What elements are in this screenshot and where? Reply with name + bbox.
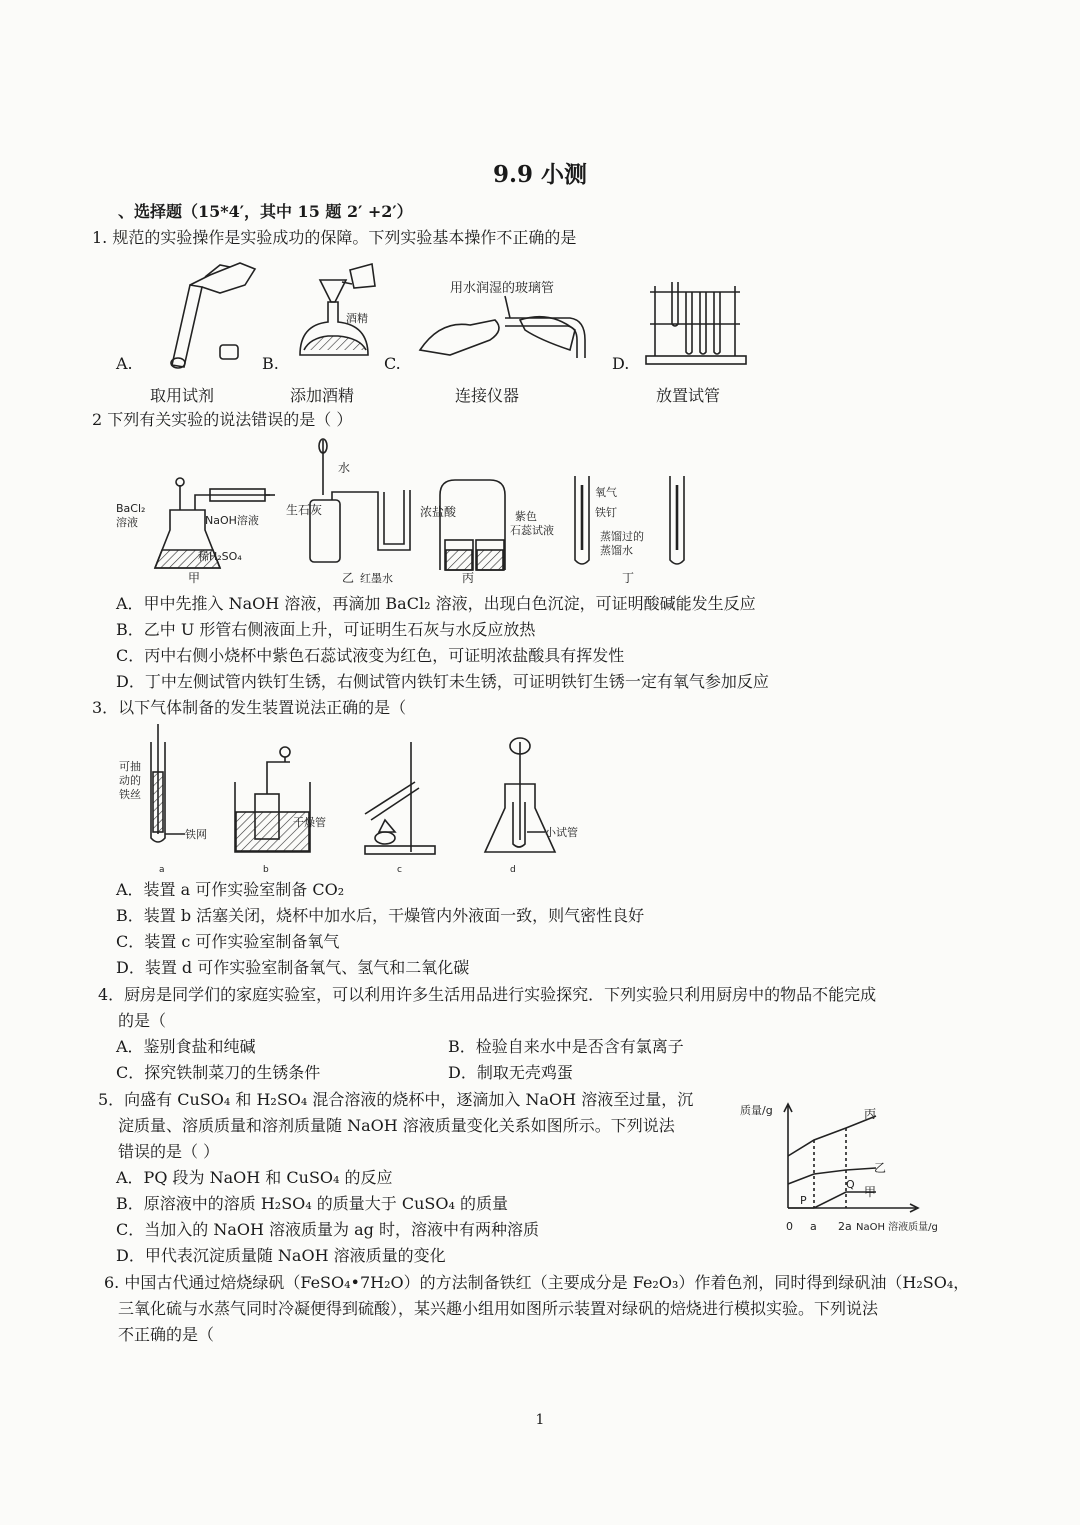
svg-text:小试管: 小试管 (545, 826, 578, 839)
curve-bing (788, 1116, 876, 1156)
page-number: 1 (535, 1412, 545, 1428)
q6-line2: 三氧化硫与水蒸气同时冷凝便得到硫酸），某兴趣小组用如图所示装置对绿矾的焙烧进行模拟实验。下列说法 (118, 1299, 879, 1318)
q1-caption-a: 取用试剂 (150, 386, 215, 405)
q5-stem-line1: 5．向盛有 CuSO₄ 和 H₂SO₄ 混合溶液的烧杯中，逐滴加入 NaOH 溶液至过量，沉 (98, 1090, 694, 1109)
q4-option-a: A．鉴别食盐和纯碱 (116, 1037, 256, 1056)
q3-figure (115, 722, 595, 877)
q1-figure-d (640, 272, 750, 367)
q1-caption-b: 添加酒精 (290, 386, 355, 405)
q3-option-c: C．装置 c 可作实验室制备氧气 (116, 932, 340, 951)
svg-text:紫色: 紫色 (515, 510, 537, 523)
svg-text:丙: 丙 (462, 571, 475, 585)
svg-text:氧气: 氧气 (595, 486, 617, 499)
svg-text:b: b (263, 865, 269, 875)
svg-text:铁丝: 铁丝 (119, 788, 141, 801)
svg-text:甲: 甲 (188, 571, 201, 585)
q2-stem: 2 下列有关实验的说法错误的是（ ） (92, 410, 353, 429)
q4-stem-line2: 的是（ (118, 1011, 167, 1030)
svg-text:稀H₂SO₄: 稀H₂SO₄ (198, 550, 242, 563)
svg-text:BaCl₂: BaCl₂ (116, 502, 146, 515)
svg-text:乙: 乙 (342, 571, 355, 585)
q5-stem-line3: 错误的是（ ） (118, 1142, 220, 1161)
svg-text:a: a (159, 865, 165, 875)
q1-figure-a (150, 255, 260, 370)
svg-text:水: 水 (338, 461, 351, 475)
svg-text:生石灰: 生石灰 (286, 503, 323, 517)
legend-bing: 丙 (864, 1107, 877, 1121)
section-heading: 、选择题（15*4′，其中 15 题 2′ +2′） (118, 202, 413, 221)
q5-option-a: A．PQ 段为 NaOH 和 CuSO₄ 的反应 (116, 1168, 393, 1187)
q3-option-b: B．装置 b 活塞关闭，烧杯中加水后，干燥管内外液面一致，则气密性良好 (116, 906, 645, 925)
legend-yi: 乙 (874, 1161, 887, 1175)
q1-letter-c: C. (384, 354, 401, 373)
q3-option-d: D．装置 d 可作实验室制备氧气、氢气和二氧化碳 (116, 958, 470, 977)
svg-text:丁: 丁 (622, 571, 635, 585)
point-q: Q (846, 1178, 855, 1191)
alcohol-label: 酒精 (346, 312, 368, 325)
point-p: P (800, 1194, 807, 1207)
q2-option-a: A．甲中先推入 NaOH 溶液，再滴加 BaCl₂ 溶液，出现白色沉淀，可证明酸碱能发生反应 (116, 594, 756, 613)
q1-letter-d: D. (612, 354, 630, 373)
svg-text:浓盐酸: 浓盐酸 (420, 505, 457, 519)
q4-option-b: B．检验自来水中是否含有氯离子 (448, 1037, 684, 1056)
q3-stem: 3．以下气体制备的发生装置说法正确的是（ (92, 698, 407, 717)
glass-tube-label: 用水润湿的玻璃管 (450, 281, 555, 296)
svg-text:蒸馏水: 蒸馏水 (600, 544, 633, 557)
svg-text:d: d (510, 865, 516, 875)
q5-option-c: C．当加入的 NaOH 溶液质量为 ag 时，溶液中有两种溶质 (116, 1220, 539, 1239)
svg-text:红墨水: 红墨水 (360, 572, 393, 585)
q1-figure-c (410, 270, 600, 365)
x-tick-a: a (810, 1220, 817, 1233)
y-axis-label: 质量/g (740, 1104, 773, 1117)
q2-option-d: D．丁中左侧试管内铁钉生锈，右侧试管内铁钉未生锈，可证明铁钉生锈一定有氧气参加反应 (116, 672, 769, 691)
q5-option-b: B．原溶液中的溶质 H₂SO₄ 的质量大于 CuSO₄ 的质量 (116, 1194, 509, 1213)
q5-stem-line2: 淀质量、溶质质量和溶剂质量随 NaOH 溶液质量变化关系如图所示。下列说法 (118, 1116, 675, 1135)
q2-option-c: C．丙中右侧小烧杯中紫色石蕊试液变为红色，可证明浓盐酸具有挥发性 (116, 646, 625, 665)
q4-stem-line1: 4．厨房是同学们的家庭实验室，可以利用许多生活用品进行实验探究．下列实验只利用厨房中的物品不能完成 (98, 985, 877, 1004)
svg-text:石蕊试液: 石蕊试液 (510, 524, 554, 537)
q4-option-d: D．制取无壳鸡蛋 (448, 1063, 573, 1082)
svg-text:铁钉: 铁钉 (595, 506, 617, 519)
svg-text:可抽: 可抽 (119, 760, 141, 773)
svg-text:干燥管: 干燥管 (293, 816, 326, 829)
q2-option-b: B．乙中 U 形管右侧液面上升，可证明生石灰与水反应放热 (116, 620, 536, 639)
q4-option-c: C．探究铁制菜刀的生锈条件 (116, 1063, 321, 1082)
svg-text:蒸馏过的: 蒸馏过的 (600, 530, 644, 543)
x-tick-2a: 2a (838, 1220, 852, 1233)
q1-stem: 1. 规范的实验操作是实验成功的保障。下列实验基本操作不正确的是 (92, 228, 577, 247)
svg-text:c: c (397, 865, 402, 875)
q3-option-a: A．装置 a 可作实验室制备 CO₂ (116, 880, 345, 899)
page-title: 9.9 小测 (492, 161, 588, 188)
legend-jia: 甲 (864, 1185, 877, 1199)
q1-letter-a: A. (116, 354, 133, 373)
q5-option-d: D．甲代表沉淀质量随 NaOH 溶液质量的变化 (116, 1246, 446, 1265)
svg-text:铁网: 铁网 (185, 828, 207, 841)
svg-text:动的: 动的 (119, 774, 141, 787)
x-tick-0: 0 (786, 1220, 793, 1233)
q6-line3: 不正确的是（ (118, 1325, 215, 1344)
x-axis-label: NaOH 溶液质量/g (856, 1222, 938, 1233)
q5-graph (736, 1096, 976, 1236)
svg-text:溶液: 溶液 (116, 516, 138, 529)
curve-yi (788, 1168, 876, 1184)
q1-caption-d: 放置试管 (656, 386, 721, 405)
q2-figure (110, 440, 710, 585)
q1-letter-b: B. (262, 354, 279, 373)
q6-line1: 6. 中国古代通过焙烧绿矾（FeSO₄•7H₂O）的方法制备铁红（主要成分是 Fe₂O₃）作着色剂，同时得到绿矾油（H₂SO₄， (104, 1273, 970, 1292)
svg-text:NaOH溶液: NaOH溶液 (205, 514, 259, 527)
q1-caption-c: 连接仪器 (455, 386, 520, 405)
